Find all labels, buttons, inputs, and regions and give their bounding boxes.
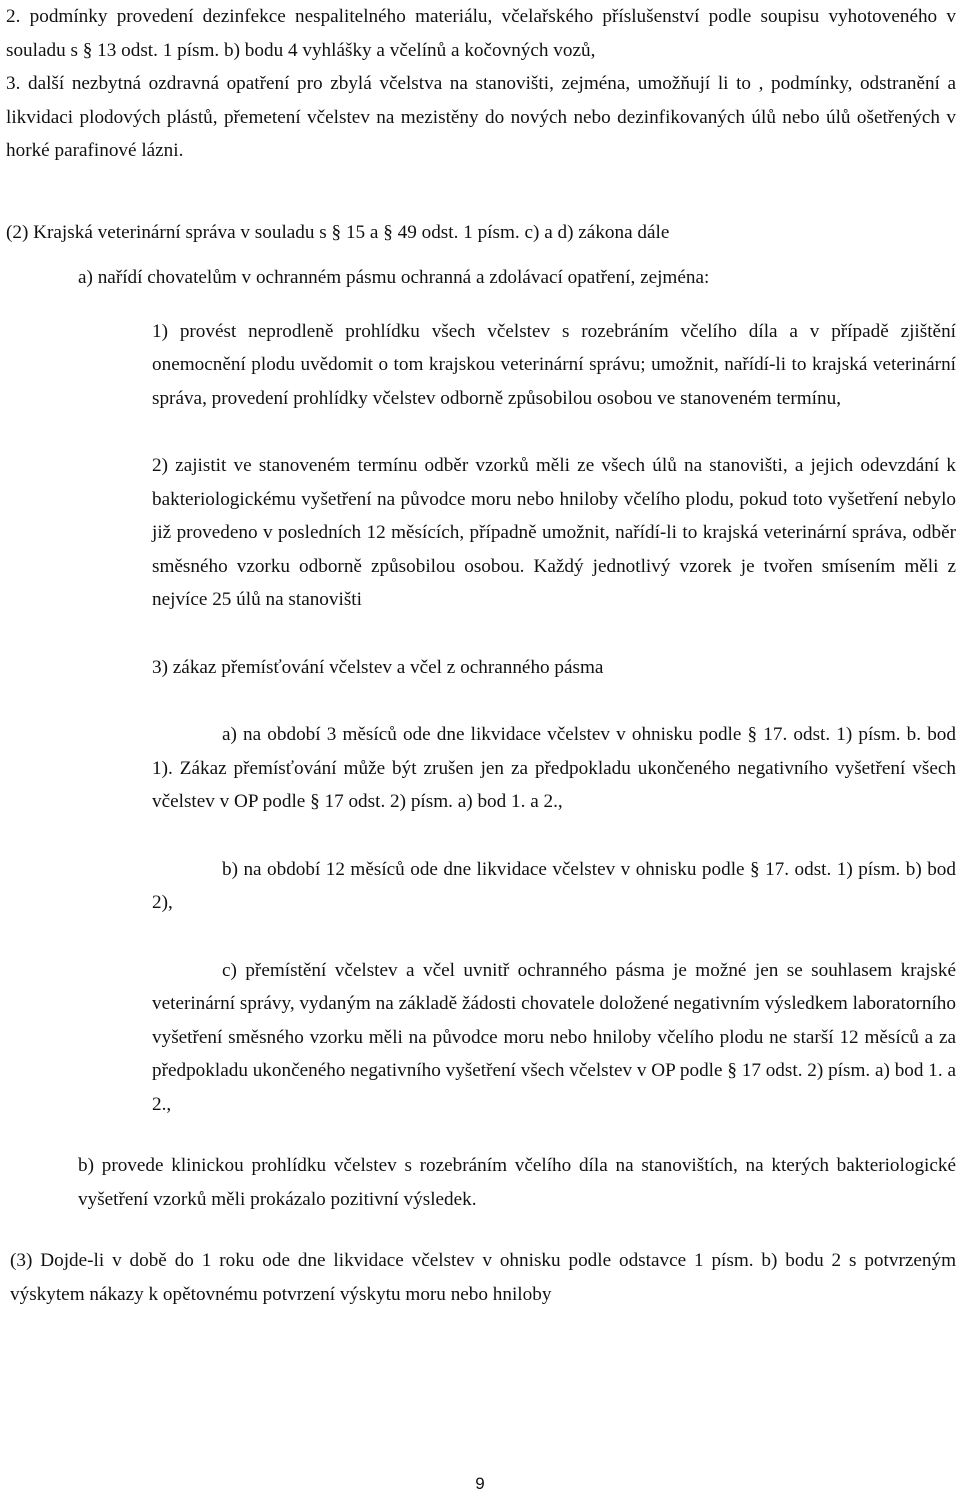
section-2-a-3-sub-a: a) na období 3 měsíců ode dne likvidace včelstev v ohnisku podle § 17. odst. 1) písm. b. bod 1). Zákaz přemísťování může být zrušen jen za předpokladu ukončeného negativního vyšetření všech včelstev v OP podle § 17 odst. 2) písm. a) bod 1. a 2., — [152, 724, 956, 812]
spacer — [6, 1216, 956, 1244]
spacer — [6, 684, 956, 718]
section-2-intro: (2) Krajská veterinární správa v souladu s § 15 a § 49 odst. 1 písm. c) a d) zákona dále — [6, 221, 670, 243]
spacer — [6, 920, 956, 954]
spacer — [6, 617, 956, 651]
spacer — [6, 249, 956, 261]
section-3-paragraph: (3) Dojde-li v době do 1 roku ode dne likvidace včelstev v ohnisku podle odstavce 1 písm. b) bodu 2 s potvrzeným výskytem nákazy k opětovnému potvrzení výskytu moru nebo hniloby — [10, 1250, 956, 1305]
section-2-item-a: a) nařídí chovatelům v ochranném pásmu ochranná a zdolávací opatření, zejména: — [78, 267, 710, 288]
spacer — [6, 295, 956, 315]
section-2-a-item-1: 1) provést neprodleně prohlídku všech včelstev s rozebráním včelího díla a v případě zjištění onemocnění plodu uvědomit o tom krajskou veterinární správu; umožnit, nařídí-li to krajská veterinární správa, provedení prohlídky včelstev odborně způsobilou osobou ve stanoveném termínu, — [152, 320, 956, 409]
spacer — [6, 819, 956, 853]
paragraph-point-3: 3. další nezbytná ozdravná opatření pro zbylá včelstva na stanovišti, zejména, umožňují li to , podmínky, odstranění a likvidaci plodových plástů, přemetení včelstev na mezistěny do nových nebo dezinfikovaných úlů nebo úlů ošetřených v horké parafinové lázni. — [6, 73, 956, 161]
section-2-item-b-text: b) provede klinickou prohlídku včelstev s rozebráním včelího díla na stanovištích, na kterých bakteriologické vyšetření vzorků měli prokázalo pozitivní výsledek. — [78, 1155, 956, 1210]
section-2-a-item-2: 2) zajistit ve stanoveném termínu odběr vzorků měli ze všech úlů na stanovišti, a jejich odevzdání k bakteriologickému vyšetření na původce moru nebo hniloby včelího plodu, pokud toto vyšetření nebylo již provedeno v posledních 12 měsících, případně umožnit, nařídí-li to krajská veterinární správa, odběr směsného vzorku odborně způsobilou osobou. Každý jednotlivý vzorek je tvořen smísením měli z nejvíce 25 úlů na stanovišti — [152, 455, 956, 610]
page-number: 9 — [475, 1474, 485, 1493]
spacer — [6, 168, 956, 216]
section-2-item-b — [6, 1149, 956, 1216]
paragraph-point-2: 2. podmínky provedení dezinfekce nespalitelného materiálu, včelařského příslušenství podle soupisu vyhotoveného v souladu s § 13 odst. 1 písm. b) bodu 4 vyhlášky a včelínů a kočovných vozů, — [6, 6, 956, 61]
spacer — [6, 415, 956, 449]
section-2-a-3-sub-b: b) na období 12 měsíců ode dne likvidace včelstev v ohnisku podle § 17. odst. 1) písm. b) bod 2), — [152, 858, 956, 913]
spacer — [6, 1121, 956, 1149]
section-2-a-3-sub-c: c) přemístění včelstev a včel uvnitř ochranného pásma je možné jen se souhlasem krajské veterinární správy, vydaným na základě žádosti chovatele doložené negativním výsledkem laboratorního vyšetření směsného vzorku měli na původce moru nebo hniloby včelího plodu ne starší 12 měsíců a za předpokladu ukončeného negativního vyšetření všech včelstev v OP podle § 17 odst. 2) písm. a) bod 1. a 2., — [152, 959, 956, 1115]
section-2-a-item-3: 3) zákaz přemísťování včelstev a včel z ochranného pásma — [152, 656, 604, 678]
